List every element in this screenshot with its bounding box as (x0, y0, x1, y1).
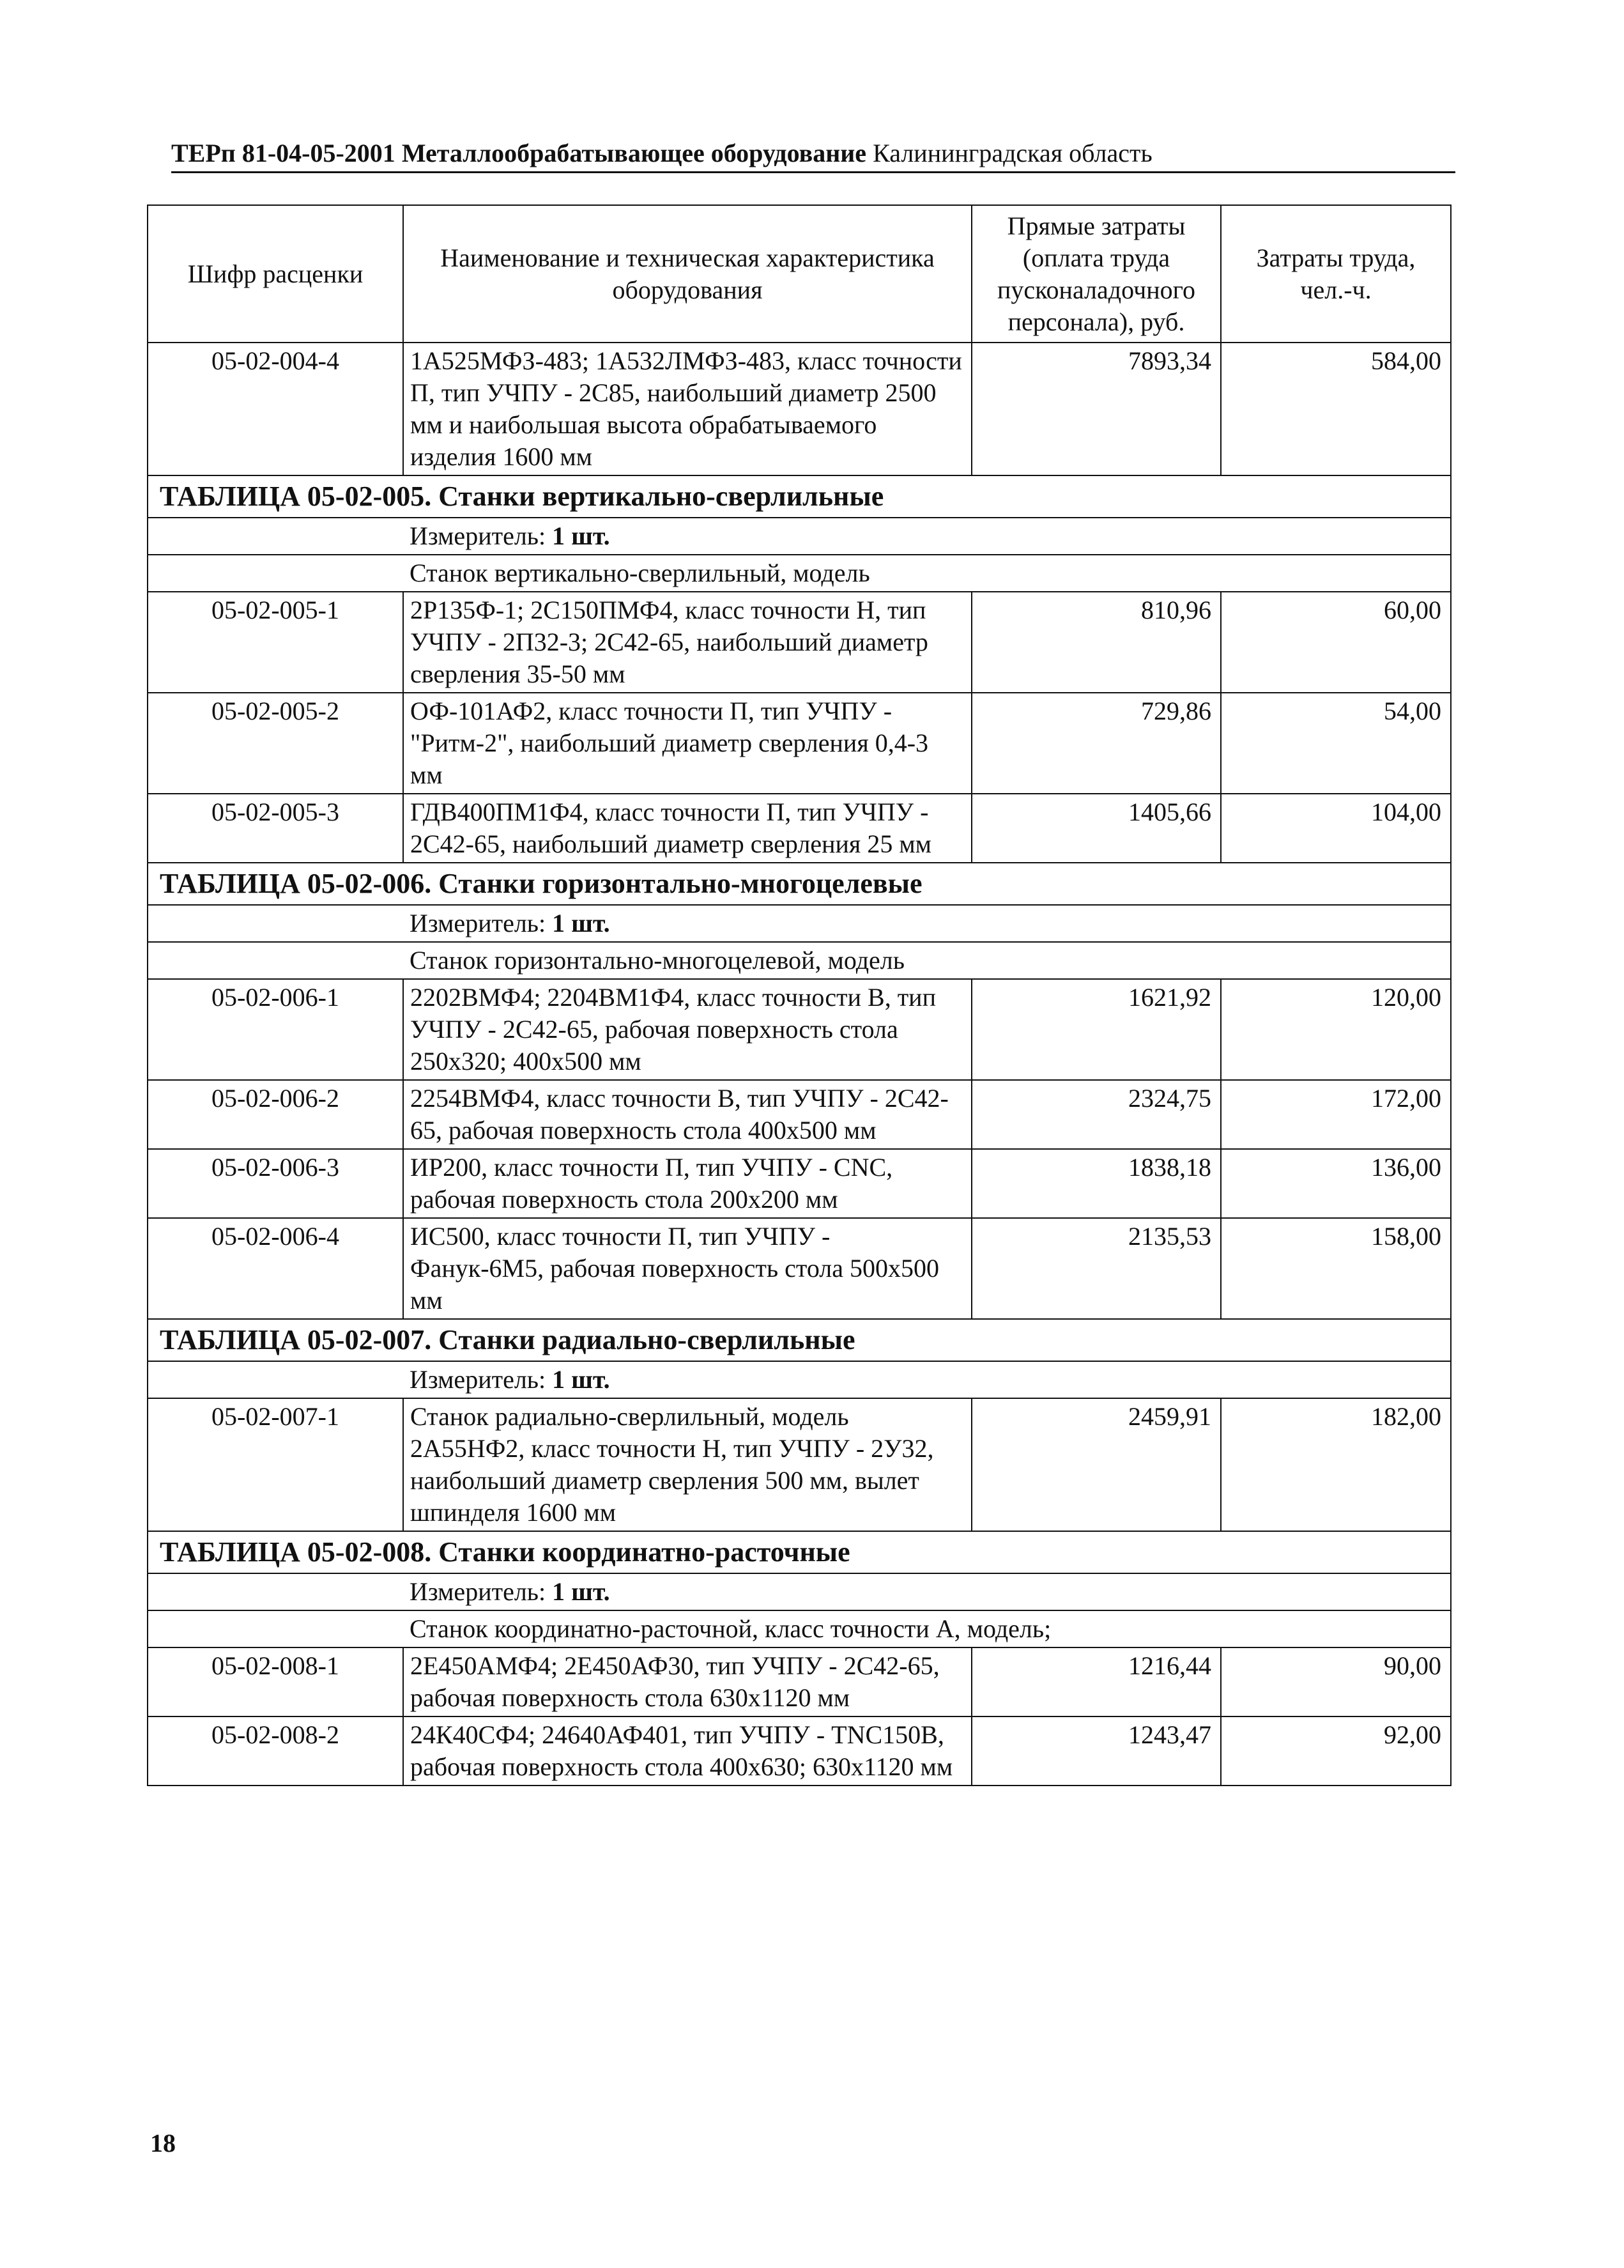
equipment-description: 2202ВМФ4; 2204ВМ1Ф4, класс точности В, тип УЧПУ - 2С42-65, рабочая поверхность стола 250х320; 400х500 мм (403, 979, 972, 1080)
measure-value: 1 шт. (552, 521, 610, 550)
direct-cost: 2135,53 (972, 1218, 1221, 1319)
section-subtitle: Станок вертикально-сверлильный, модель (403, 555, 1451, 592)
equipment-description: 2Р135Ф-1; 2С150ПМФ4, класс точности Н, тип УЧПУ - 2П32-3; 2С42-65, наибольший диаметр сверления 35-50 мм (403, 592, 972, 693)
labor-cost: 104,00 (1221, 794, 1451, 863)
subtitle-row (148, 942, 1451, 979)
pricing-table-body (148, 205, 1451, 1786)
section-title-row (148, 1319, 1451, 1361)
equipment-description: ГДВ400ПМ1Ф4, класс точности П, тип УЧПУ - 2С42-65, наибольший диаметр сверления 25 мм (403, 794, 972, 863)
section-title-row (148, 863, 1451, 905)
rate-code: 05-02-008-2 (148, 1716, 403, 1786)
measure-unit (403, 518, 1451, 555)
subtitle-spacer (148, 1610, 403, 1647)
equipment-description: ОФ-101АФ2, класс точности П, тип УЧПУ - "Ритм-2", наибольший диаметр сверления 0,4-3 мм (403, 693, 972, 794)
measure-unit (403, 905, 1451, 942)
subtitle-row (148, 555, 1451, 592)
measure-spacer (148, 518, 403, 555)
table-row (148, 1716, 1451, 1786)
table-row (148, 1218, 1451, 1319)
subtitle-spacer (148, 555, 403, 592)
section-title-row (148, 475, 1451, 518)
rate-code: 05-02-007-1 (148, 1398, 403, 1531)
measure-label: Измеритель: (410, 521, 546, 550)
table-row (148, 693, 1451, 794)
table-row (148, 1149, 1451, 1218)
equipment-description: Станок радиально-сверлильный, модель 2А55НФ2, класс точности Н, тип УЧПУ - 2У32, наибольший диаметр сверления 500 мм, вылет шпинделя 1600 мм (403, 1398, 972, 1531)
equipment-description: 24К40СФ4; 24640АФ401, тип УЧПУ - TNC150B, рабочая поверхность стола 400х630; 630х1120 мм (403, 1716, 972, 1786)
section-subtitle: Станок координатно-расточной, класс точности А, модель; (403, 1610, 1451, 1647)
table-row (148, 794, 1451, 863)
section-title: ТАБЛИЦА 05-02-008. Станки координатно-расточные (148, 1531, 1451, 1573)
labor-cost: 60,00 (1221, 592, 1451, 693)
section-title: ТАБЛИЦА 05-02-005. Станки вертикально-сверлильные (148, 475, 1451, 518)
labor-cost: 136,00 (1221, 1149, 1451, 1218)
measure-spacer (148, 1361, 403, 1398)
equipment-description: ИР200, класс точности П, тип УЧПУ - CNC, рабочая поверхность стола 200х200 мм (403, 1149, 972, 1218)
document-region: Калининградская область (873, 139, 1153, 167)
labor-cost: 90,00 (1221, 1647, 1451, 1716)
direct-cost: 1838,18 (972, 1149, 1221, 1218)
equipment-description: ИС500, класс точности П, тип УЧПУ - Фанук-6М5, рабочая поверхность стола 500х500 мм (403, 1218, 972, 1319)
rate-code: 05-02-008-1 (148, 1647, 403, 1716)
measure-row (148, 1361, 1451, 1398)
column-header-direct-cost: Прямые затраты (оплата труда пусконаладочного персонала), руб. (972, 205, 1221, 343)
rate-code: 05-02-005-3 (148, 794, 403, 863)
subtitle-spacer (148, 942, 403, 979)
rate-code: 05-02-004-4 (148, 343, 403, 475)
equipment-description: 2254ВМФ4, класс точности В, тип УЧПУ - 2С42-65, рабочая поверхность стола 400х500 мм (403, 1080, 972, 1149)
equipment-description: 1А525МФЗ-483; 1А532ЛМФЗ-483, класс точности П, тип УЧПУ - 2С85, наибольший диаметр 2500 мм и наибольшая высота обрабатываемого изделия 1600 мм (403, 343, 972, 475)
measure-value: 1 шт. (552, 1577, 610, 1606)
measure-row (148, 1573, 1451, 1610)
pricing-table (147, 204, 1452, 1786)
direct-cost: 2459,91 (972, 1398, 1221, 1531)
direct-cost: 1621,92 (972, 979, 1221, 1080)
labor-cost: 120,00 (1221, 979, 1451, 1080)
measure-unit (403, 1361, 1451, 1398)
measure-value: 1 шт. (552, 1365, 610, 1394)
section-title: ТАБЛИЦА 05-02-006. Станки горизонтально-многоцелевые (148, 863, 1451, 905)
table-row (148, 343, 1451, 475)
measure-label: Измеритель: (410, 1577, 546, 1606)
direct-cost: 1405,66 (972, 794, 1221, 863)
section-subtitle: Станок горизонтально-многоцелевой, модель (403, 942, 1451, 979)
rate-code: 05-02-006-2 (148, 1080, 403, 1149)
rate-code: 05-02-006-1 (148, 979, 403, 1080)
column-header-code: Шифр расценки (148, 205, 403, 343)
measure-row (148, 518, 1451, 555)
labor-cost: 172,00 (1221, 1080, 1451, 1149)
page-header (171, 135, 1455, 173)
table-row (148, 1647, 1451, 1716)
section-title: ТАБЛИЦА 05-02-007. Станки радиально-сверлильные (148, 1319, 1451, 1361)
page-number: 18 (150, 2129, 176, 2157)
measure-row (148, 905, 1451, 942)
table-row (148, 979, 1451, 1080)
direct-cost: 1243,47 (972, 1716, 1221, 1786)
measure-label: Измеритель: (410, 909, 546, 937)
table-header-row (148, 205, 1451, 343)
table-row (148, 1080, 1451, 1149)
direct-cost: 2324,75 (972, 1080, 1221, 1149)
labor-cost: 182,00 (1221, 1398, 1451, 1531)
equipment-description: 2Е450АМФ4; 2Е450АФ30, тип УЧПУ - 2С42-65, рабочая поверхность стола 630х1120 мм (403, 1647, 972, 1716)
labor-cost: 54,00 (1221, 693, 1451, 794)
direct-cost: 810,96 (972, 592, 1221, 693)
rate-code: 05-02-006-3 (148, 1149, 403, 1218)
table-row (148, 1398, 1451, 1531)
column-header-labor: Затраты труда, чел.-ч. (1221, 205, 1451, 343)
direct-cost: 7893,34 (972, 343, 1221, 475)
column-header-description: Наименование и техническая характеристика оборудования (403, 205, 972, 343)
document-code: ТЕРп 81-04-05-2001 (171, 139, 395, 167)
measure-unit (403, 1573, 1451, 1610)
measure-value: 1 шт. (552, 909, 610, 937)
labor-cost: 584,00 (1221, 343, 1451, 475)
section-title-row (148, 1531, 1451, 1573)
direct-cost: 1216,44 (972, 1647, 1221, 1716)
rate-code: 05-02-005-2 (148, 693, 403, 794)
labor-cost: 158,00 (1221, 1218, 1451, 1319)
rate-code: 05-02-005-1 (148, 592, 403, 693)
rate-code: 05-02-006-4 (148, 1218, 403, 1319)
direct-cost: 729,86 (972, 693, 1221, 794)
measure-label: Измеритель: (410, 1365, 546, 1394)
labor-cost: 92,00 (1221, 1716, 1451, 1786)
measure-spacer (148, 905, 403, 942)
measure-spacer (148, 1573, 403, 1610)
subtitle-row (148, 1610, 1451, 1647)
table-row (148, 592, 1451, 693)
document-title: Металлообрабатывающее оборудование (401, 139, 867, 167)
